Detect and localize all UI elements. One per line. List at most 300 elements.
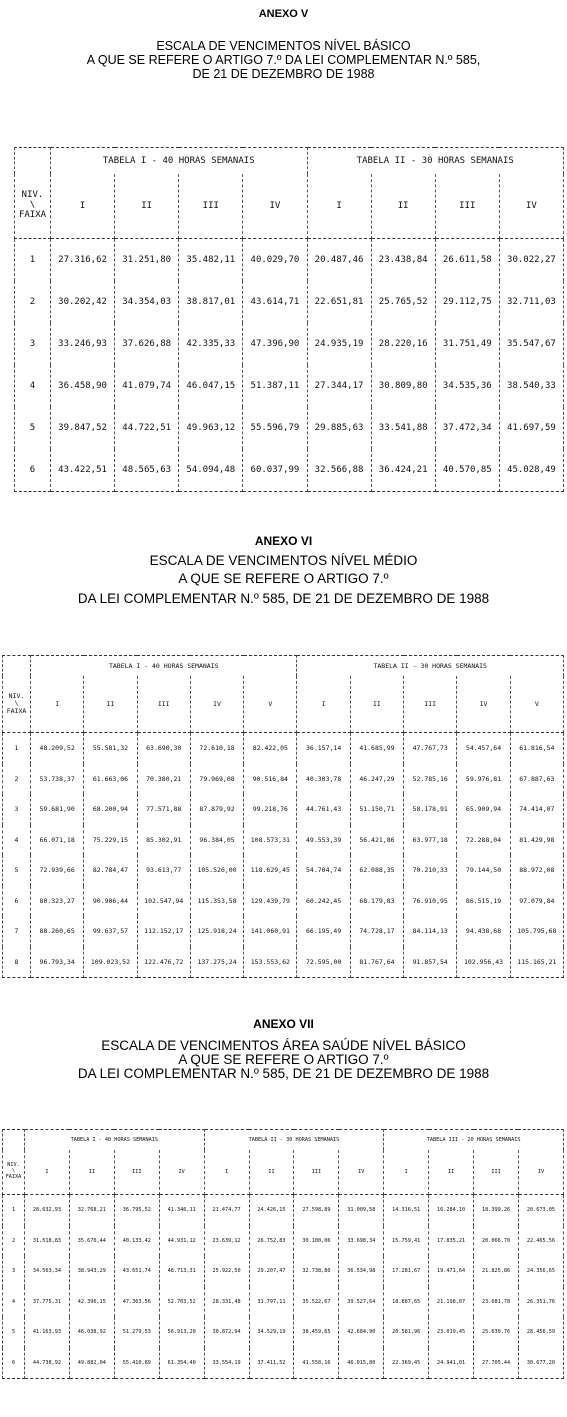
table-cell: 58.178,91 <box>404 794 457 825</box>
table-row <box>3 916 564 947</box>
column-header: I <box>31 676 84 733</box>
faixa-label: FAIXA <box>6 706 27 715</box>
table-cell: 23.639,12 <box>204 1226 249 1257</box>
table-cell: 72.288,04 <box>457 825 510 856</box>
table-cell: 91.857,54 <box>404 947 457 978</box>
table-cell: 66.195,49 <box>297 916 350 947</box>
anexo-vi-table <box>2 655 564 978</box>
column-header: I <box>204 1150 249 1195</box>
table-cell: 27.344,17 <box>307 365 371 407</box>
table-cell: 44.931,12 <box>159 1226 204 1257</box>
table-row <box>3 764 564 795</box>
table-cell: 56.913,20 <box>159 1317 204 1348</box>
table-cell: 105.526,00 <box>190 855 243 886</box>
column-header: II <box>249 1150 294 1195</box>
table-row <box>3 1317 564 1348</box>
table-cell: 90.906,44 <box>84 886 137 917</box>
table-cell: 49.963,12 <box>179 407 243 449</box>
table-cell: 32.768,21 <box>69 1195 114 1226</box>
table-cell: 87.879,92 <box>190 794 243 825</box>
table-row <box>3 947 564 978</box>
table-cell: 55.410,89 <box>114 1348 159 1379</box>
table-cell: 52.785,16 <box>404 764 457 795</box>
table-cell: 46.247,29 <box>350 764 403 795</box>
row-level: 6 <box>3 886 31 917</box>
anexo-vi-header <box>0 534 567 606</box>
table-cell: 48.565,63 <box>115 449 179 492</box>
table-row <box>15 449 564 492</box>
table-cell: 63.690,30 <box>137 733 190 764</box>
table-cell: 20.066,70 <box>474 1226 519 1257</box>
table-cell: 47.363,56 <box>114 1287 159 1318</box>
table-row <box>3 855 564 886</box>
anexo-vii-title: ANEXO VII <box>253 1017 314 1031</box>
table-cell: 129.439,79 <box>244 886 297 917</box>
table-cell: 56.421,86 <box>350 825 403 856</box>
table-cell: 31.518,83 <box>25 1226 70 1257</box>
table-cell: 81.429,98 <box>510 825 563 856</box>
column-header: III <box>114 1150 159 1195</box>
table-cell: 16.284,10 <box>429 1195 474 1226</box>
table-cell: 96.384,05 <box>190 825 243 856</box>
table-cell: 43.422,51 <box>51 449 115 492</box>
column-header: III <box>294 1150 339 1195</box>
table-cell: 48.209,52 <box>31 733 84 764</box>
row-level: 4 <box>3 1287 25 1318</box>
column-header: II <box>371 174 435 239</box>
table-cell: 81.767,64 <box>350 947 403 978</box>
table-cell: 54.704,74 <box>297 855 350 886</box>
anexo-vii-table <box>2 1129 564 1379</box>
row-level: 7 <box>3 916 31 947</box>
table-cell: 30.100,06 <box>294 1226 339 1257</box>
table-cell: 74.728,17 <box>350 916 403 947</box>
table-cell: 102.956,43 <box>457 947 510 978</box>
table-cell: 96.793,34 <box>31 947 84 978</box>
table-cell: 118.629,45 <box>244 855 297 886</box>
table-cell: 47.767,73 <box>404 733 457 764</box>
table-cell: 51.279,53 <box>114 1317 159 1348</box>
niv-slash: \ <box>11 1168 16 1175</box>
anexo-vii-subtitle-1: ESCALA DE VENCIMENTOS ÁREA SAÚDE NÍVEL BÁSICO <box>101 1038 466 1053</box>
table-cell: 15.759,41 <box>384 1226 429 1257</box>
table-cell: 54.457,64 <box>457 733 510 764</box>
row-level: 1 <box>3 733 31 764</box>
table-cell: 44.722,51 <box>115 407 179 449</box>
niv-faixa-header <box>3 676 31 733</box>
table-cell: 90.516,84 <box>244 764 297 795</box>
table-cell: 34.529,19 <box>249 1317 294 1348</box>
anexo-v-title: ANEXO V <box>258 8 309 20</box>
table-group-header: TABELA II - 30 HORAS SEMANAIS <box>297 656 564 677</box>
table-cell: 79.969,08 <box>190 764 243 795</box>
column-header: IV <box>518 1150 563 1195</box>
table-row <box>15 365 564 407</box>
table-cell: 93.613,77 <box>137 855 190 886</box>
table-cell: 49.882,04 <box>69 1348 114 1379</box>
table-cell: 61.354,40 <box>159 1348 204 1379</box>
anexo-vi-subtitle-2: A QUE SE REFERE O ARTIGO 7.º <box>178 571 389 586</box>
table-row <box>15 407 564 449</box>
anexo-vi-subtitle-1 <box>0 554 567 568</box>
table-cell: 14.316,51 <box>384 1195 429 1226</box>
row-level: 3 <box>3 1256 25 1287</box>
table-cell: 39.527,64 <box>339 1287 384 1318</box>
table-cell: 17.281,67 <box>384 1256 429 1287</box>
niv-slash: \ <box>14 699 19 708</box>
table-cell: 76.910,95 <box>404 886 457 917</box>
table-cell: 35.522,67 <box>294 1287 339 1318</box>
table-cell: 27.316,62 <box>51 239 115 282</box>
column-header: III <box>404 676 457 733</box>
table-cell: 115.353,58 <box>190 886 243 917</box>
row-level: 2 <box>15 281 51 323</box>
column-header: IV <box>339 1150 384 1195</box>
table-cell: 23.438,84 <box>371 239 435 282</box>
anexo-v-subtitle-3: DE 21 DE DEZEMBRO DE 1988 <box>192 67 375 81</box>
table-cell: 33.541,88 <box>371 407 435 449</box>
table-cell: 41.558,16 <box>294 1348 339 1379</box>
table-cell: 99.637,57 <box>84 916 137 947</box>
table-cell: 27.598,89 <box>294 1195 339 1226</box>
table-cell: 60.037,99 <box>243 449 307 492</box>
column-header: I <box>51 174 115 239</box>
table-row <box>3 794 564 825</box>
table-cell: 63.977,18 <box>404 825 457 856</box>
table-cell: 28.220,16 <box>371 323 435 365</box>
table-group-header: TABELA I - 40 HORAS SEMANAIS <box>51 148 308 175</box>
table-cell: 18.399,26 <box>474 1195 519 1226</box>
table-cell: 31.797,11 <box>249 1287 294 1318</box>
table-cell: 41.346,11 <box>159 1195 204 1226</box>
table-cell: 38.540,33 <box>499 365 563 407</box>
table-cell: 37.472,34 <box>435 407 499 449</box>
table-cell: 24.941,01 <box>429 1348 474 1379</box>
column-header: IV <box>457 676 510 733</box>
table-cell: 42.335,33 <box>179 323 243 365</box>
table-cell: 40.570,85 <box>435 449 499 492</box>
table-cell: 122.476,72 <box>137 947 190 978</box>
table-cell: 39.847,52 <box>51 407 115 449</box>
table-cell: 43.614,71 <box>243 281 307 323</box>
table-cell: 33.554,19 <box>204 1348 249 1379</box>
table-cell: 105.795,68 <box>510 916 563 947</box>
column-header: IV <box>243 174 307 239</box>
table-cell: 141.060,91 <box>244 916 297 947</box>
table-cell: 153.553,62 <box>244 947 297 978</box>
table-cell: 115.165,21 <box>510 947 563 978</box>
table-cell: 36.458,90 <box>51 365 115 407</box>
table-row <box>3 733 564 764</box>
table-cell: 53.738,37 <box>31 764 84 795</box>
table-cell: 85.302,91 <box>137 825 190 856</box>
table-cell: 37.411,52 <box>249 1348 294 1379</box>
table-cell: 21.198,07 <box>429 1287 474 1318</box>
row-level: 5 <box>15 407 51 449</box>
table-cell: 30.022,27 <box>499 239 563 282</box>
table-cell: 88.972,08 <box>510 855 563 886</box>
table-cell: 24.356,65 <box>518 1256 563 1287</box>
column-header: III <box>179 174 243 239</box>
table-row <box>3 1226 564 1257</box>
faixa-label: FAIXA <box>18 209 47 220</box>
table-cell: 46.038,92 <box>69 1317 114 1348</box>
table-cell: 32.738,80 <box>294 1256 339 1287</box>
row-level: 2 <box>3 764 31 795</box>
table-group-header: TABELA I - 40 HORAS SEMANAIS <box>25 1130 205 1151</box>
table-row <box>3 1256 564 1287</box>
row-level: 3 <box>15 323 51 365</box>
table-cell: 18.887,65 <box>384 1287 429 1318</box>
table-cell: 80.323,27 <box>31 886 84 917</box>
table-cell: 66.071,18 <box>31 825 84 856</box>
table-cell: 82.784,47 <box>84 855 137 886</box>
anexo-vi-subtitle-1-text: ESCALA DE VENCIMENTOS NÍVEL MÉDIO <box>149 553 418 568</box>
table-cell: 51.150,71 <box>350 794 403 825</box>
table-cell: 44.761,43 <box>297 794 350 825</box>
table-cell: 97.079,84 <box>510 886 563 917</box>
table-cell: 52.703,52 <box>159 1287 204 1318</box>
column-header: III <box>435 174 499 239</box>
table-cell: 72.595,00 <box>297 947 350 978</box>
table-cell: 109.023,52 <box>84 947 137 978</box>
table-cell: 70.380,21 <box>137 764 190 795</box>
table-cell: 36.795,52 <box>114 1195 159 1226</box>
column-header: I <box>384 1150 429 1195</box>
table-cell: 45.028,49 <box>499 449 563 492</box>
table-cell: 48.713,31 <box>159 1256 204 1287</box>
table-cell: 60.242,45 <box>297 886 350 917</box>
table-cell: 30.677,20 <box>518 1348 563 1379</box>
table-cell: 43.651,74 <box>114 1256 159 1287</box>
table-cell: 61.816,54 <box>510 733 563 764</box>
table-cell: 30.872,94 <box>204 1317 249 1348</box>
table-cell: 41.079,74 <box>115 365 179 407</box>
table-cell: 21.825,86 <box>474 1256 519 1287</box>
table-cell: 68.200,94 <box>84 794 137 825</box>
table-cell: 40.303,78 <box>297 764 350 795</box>
table-cell: 29.207,47 <box>249 1256 294 1287</box>
row-level: 1 <box>3 1195 25 1226</box>
table-cell: 23.681,78 <box>474 1287 519 1318</box>
corner-top <box>15 148 51 175</box>
table-cell: 40.133,42 <box>114 1226 159 1257</box>
anexo-v-subtitle-2: A QUE SE REFERE O ARTIGO 7.º DA LEI COMPLEMENTAR N.º 585, <box>86 53 481 67</box>
table-cell: 36.157,14 <box>297 733 350 764</box>
table-cell: 38.943,29 <box>69 1256 114 1287</box>
table-cell: 44.738,92 <box>25 1348 70 1379</box>
faixa-label: FAIXA <box>5 1173 22 1180</box>
table-cell: 47.396,90 <box>243 323 307 365</box>
row-level: 2 <box>3 1226 25 1257</box>
table-cell: 26.752,83 <box>249 1226 294 1257</box>
anexo-vi-title: ANEXO VI <box>254 534 313 548</box>
table-cell: 125.918,24 <box>190 916 243 947</box>
table-cell: 37.626,88 <box>115 323 179 365</box>
table-cell: 46.047,15 <box>179 365 243 407</box>
table-cell: 34.354,03 <box>115 281 179 323</box>
row-level: 6 <box>3 1348 25 1379</box>
table-row <box>15 239 564 282</box>
table-cell: 41.163,93 <box>25 1317 70 1348</box>
anexo-vii-header <box>0 1017 567 1081</box>
table-row <box>3 825 564 856</box>
table-cell: 26.351,76 <box>518 1287 563 1318</box>
column-header: II <box>429 1150 474 1195</box>
table-row <box>15 281 564 323</box>
column-header: IV <box>499 174 563 239</box>
table-cell: 24.935,19 <box>307 323 371 365</box>
table-group-header: TABELA II - 30 HORAS SEMANAIS <box>307 148 564 175</box>
table-cell: 35.670,44 <box>69 1226 114 1257</box>
anexo-v-header <box>0 8 567 81</box>
row-level: 3 <box>3 794 31 825</box>
table-cell: 70.210,33 <box>404 855 457 886</box>
corner-top <box>3 656 31 677</box>
table-cell: 33.698,34 <box>339 1226 384 1257</box>
niv-faixa-header <box>15 174 51 239</box>
table-cell: 38.817,01 <box>179 281 243 323</box>
table-cell: 34.535,36 <box>435 365 499 407</box>
table-cell: 94.438,68 <box>457 916 510 947</box>
table-cell: 42.684,90 <box>339 1317 384 1348</box>
table-cell: 37.775,31 <box>25 1287 70 1318</box>
table-cell: 35.482,11 <box>179 239 243 282</box>
column-header: II <box>69 1150 114 1195</box>
column-header: V <box>510 676 563 733</box>
table-cell: 32.566,88 <box>307 449 371 492</box>
anexo-v-subtitle-1: ESCALA DE VENCIMENTOS NÍVEL BÁSICO <box>156 39 411 53</box>
table-cell: 112.152,17 <box>137 916 190 947</box>
niv-slash: \ <box>29 200 36 211</box>
table-cell: 17.835,21 <box>429 1226 474 1257</box>
table-group-header: TABELA III - 20 HORAS SEMANAIS <box>384 1130 564 1151</box>
row-level: 4 <box>15 365 51 407</box>
table-cell: 88.260,65 <box>31 916 84 947</box>
table-cell: 25.922,50 <box>204 1256 249 1287</box>
table-cell: 79.144,50 <box>457 855 510 886</box>
anexo-vi-subtitle-3: DA LEI COMPLEMENTAR N.º 585, DE 21 DE DEZEMBRO DE 1988 <box>77 591 490 606</box>
table-cell: 30.202,42 <box>51 281 115 323</box>
table-row <box>3 1287 564 1318</box>
column-header: V <box>244 676 297 733</box>
table-cell: 24.426,15 <box>249 1195 294 1226</box>
corner-top <box>3 1130 25 1151</box>
column-header: III <box>474 1150 519 1195</box>
niv-label: NIV. <box>21 190 44 201</box>
column-header: I <box>25 1150 70 1195</box>
table-cell: 30.809,80 <box>371 365 435 407</box>
table-cell: 25.765,52 <box>371 281 435 323</box>
table-cell: 86.515,19 <box>457 886 510 917</box>
table-cell: 40.029,70 <box>243 239 307 282</box>
table-cell: 38.459,65 <box>294 1317 339 1348</box>
table-cell: 29.112,75 <box>435 281 499 323</box>
anexo-v-table <box>14 147 564 492</box>
table-group-header: TABELA II - 30 HORAS SEMANAIS <box>204 1130 384 1151</box>
table-cell: 49.553,39 <box>297 825 350 856</box>
table-cell: 20.581,96 <box>384 1317 429 1348</box>
niv-faixa-header <box>3 1150 25 1195</box>
row-level: 1 <box>15 239 51 282</box>
table-cell: 51.387,11 <box>243 365 307 407</box>
table-cell: 82.422,05 <box>244 733 297 764</box>
table-cell: 54.094,48 <box>179 449 243 492</box>
table-cell: 68.179,83 <box>350 886 403 917</box>
table-cell: 36.424,21 <box>371 449 435 492</box>
column-header: II <box>350 676 403 733</box>
table-cell: 62.088,35 <box>350 855 403 886</box>
table-cell: 23.019,45 <box>429 1317 474 1348</box>
anexo-vii-subtitle-3: DA LEI COMPLEMENTAR N.º 585, DE 21 DE DEZEMBRO DE 1988 <box>77 1066 490 1081</box>
column-header: I <box>297 676 350 733</box>
table-cell: 108.573,31 <box>244 825 297 856</box>
table-row <box>3 886 564 917</box>
table-cell: 75.229,15 <box>84 825 137 856</box>
table-cell: 28.331,48 <box>204 1287 249 1318</box>
niv-label: NIV. <box>8 692 25 701</box>
table-cell: 41.697,59 <box>499 407 563 449</box>
table-cell: 102.547,94 <box>137 886 190 917</box>
table-cell: 31.009,58 <box>339 1195 384 1226</box>
row-level: 6 <box>15 449 51 492</box>
row-level: 5 <box>3 1317 25 1348</box>
anexo-vii-subtitle-2: A QUE SE REFERE O ARTIGO 7.º <box>178 1052 389 1067</box>
table-cell: 25.639,76 <box>474 1317 519 1348</box>
table-cell: 27.705,44 <box>474 1348 519 1379</box>
table-cell: 74.414,07 <box>510 794 563 825</box>
table-cell: 67.887,63 <box>510 764 563 795</box>
table-cell: 22.369,45 <box>384 1348 429 1379</box>
table-cell: 22.651,81 <box>307 281 371 323</box>
table-cell: 21.474,77 <box>204 1195 249 1226</box>
table-row <box>15 323 564 365</box>
table-group-header: TABELA I - 40 HORAS SEMANAIS <box>31 656 297 677</box>
table-cell: 84.114,13 <box>404 916 457 947</box>
table-cell: 34.563,34 <box>25 1256 70 1287</box>
table-cell: 32.711,03 <box>499 281 563 323</box>
table-cell: 29.885,63 <box>307 407 371 449</box>
table-cell: 31.751,49 <box>435 323 499 365</box>
table-cell: 42.396,15 <box>69 1287 114 1318</box>
niv-label: NIV. <box>7 1162 20 1169</box>
table-cell: 22.465,56 <box>518 1226 563 1257</box>
table-cell: 36.534,98 <box>339 1256 384 1287</box>
row-level: 4 <box>3 825 31 856</box>
row-level: 8 <box>3 947 31 978</box>
table-row <box>3 1348 564 1379</box>
table-cell: 137.275,24 <box>190 947 243 978</box>
table-cell: 35.547,67 <box>499 323 563 365</box>
table-cell: 33.246,93 <box>51 323 115 365</box>
column-header: III <box>137 676 190 733</box>
table-cell: 72.610,18 <box>190 733 243 764</box>
table-cell: 46.015,80 <box>339 1348 384 1379</box>
table-cell: 77.571,88 <box>137 794 190 825</box>
table-cell: 99.218,76 <box>244 794 297 825</box>
table-cell: 61.663,06 <box>84 764 137 795</box>
table-cell: 72.939,66 <box>31 855 84 886</box>
table-cell: 19.471,64 <box>429 1256 474 1287</box>
column-header: IV <box>190 676 243 733</box>
row-level: 5 <box>3 855 31 886</box>
table-cell: 55.596,79 <box>243 407 307 449</box>
table-cell: 41.685,99 <box>350 733 403 764</box>
table-cell: 65.909,94 <box>457 794 510 825</box>
column-header: IV <box>159 1150 204 1195</box>
table-cell: 59.976,81 <box>457 764 510 795</box>
table-cell: 55.581,32 <box>84 733 137 764</box>
